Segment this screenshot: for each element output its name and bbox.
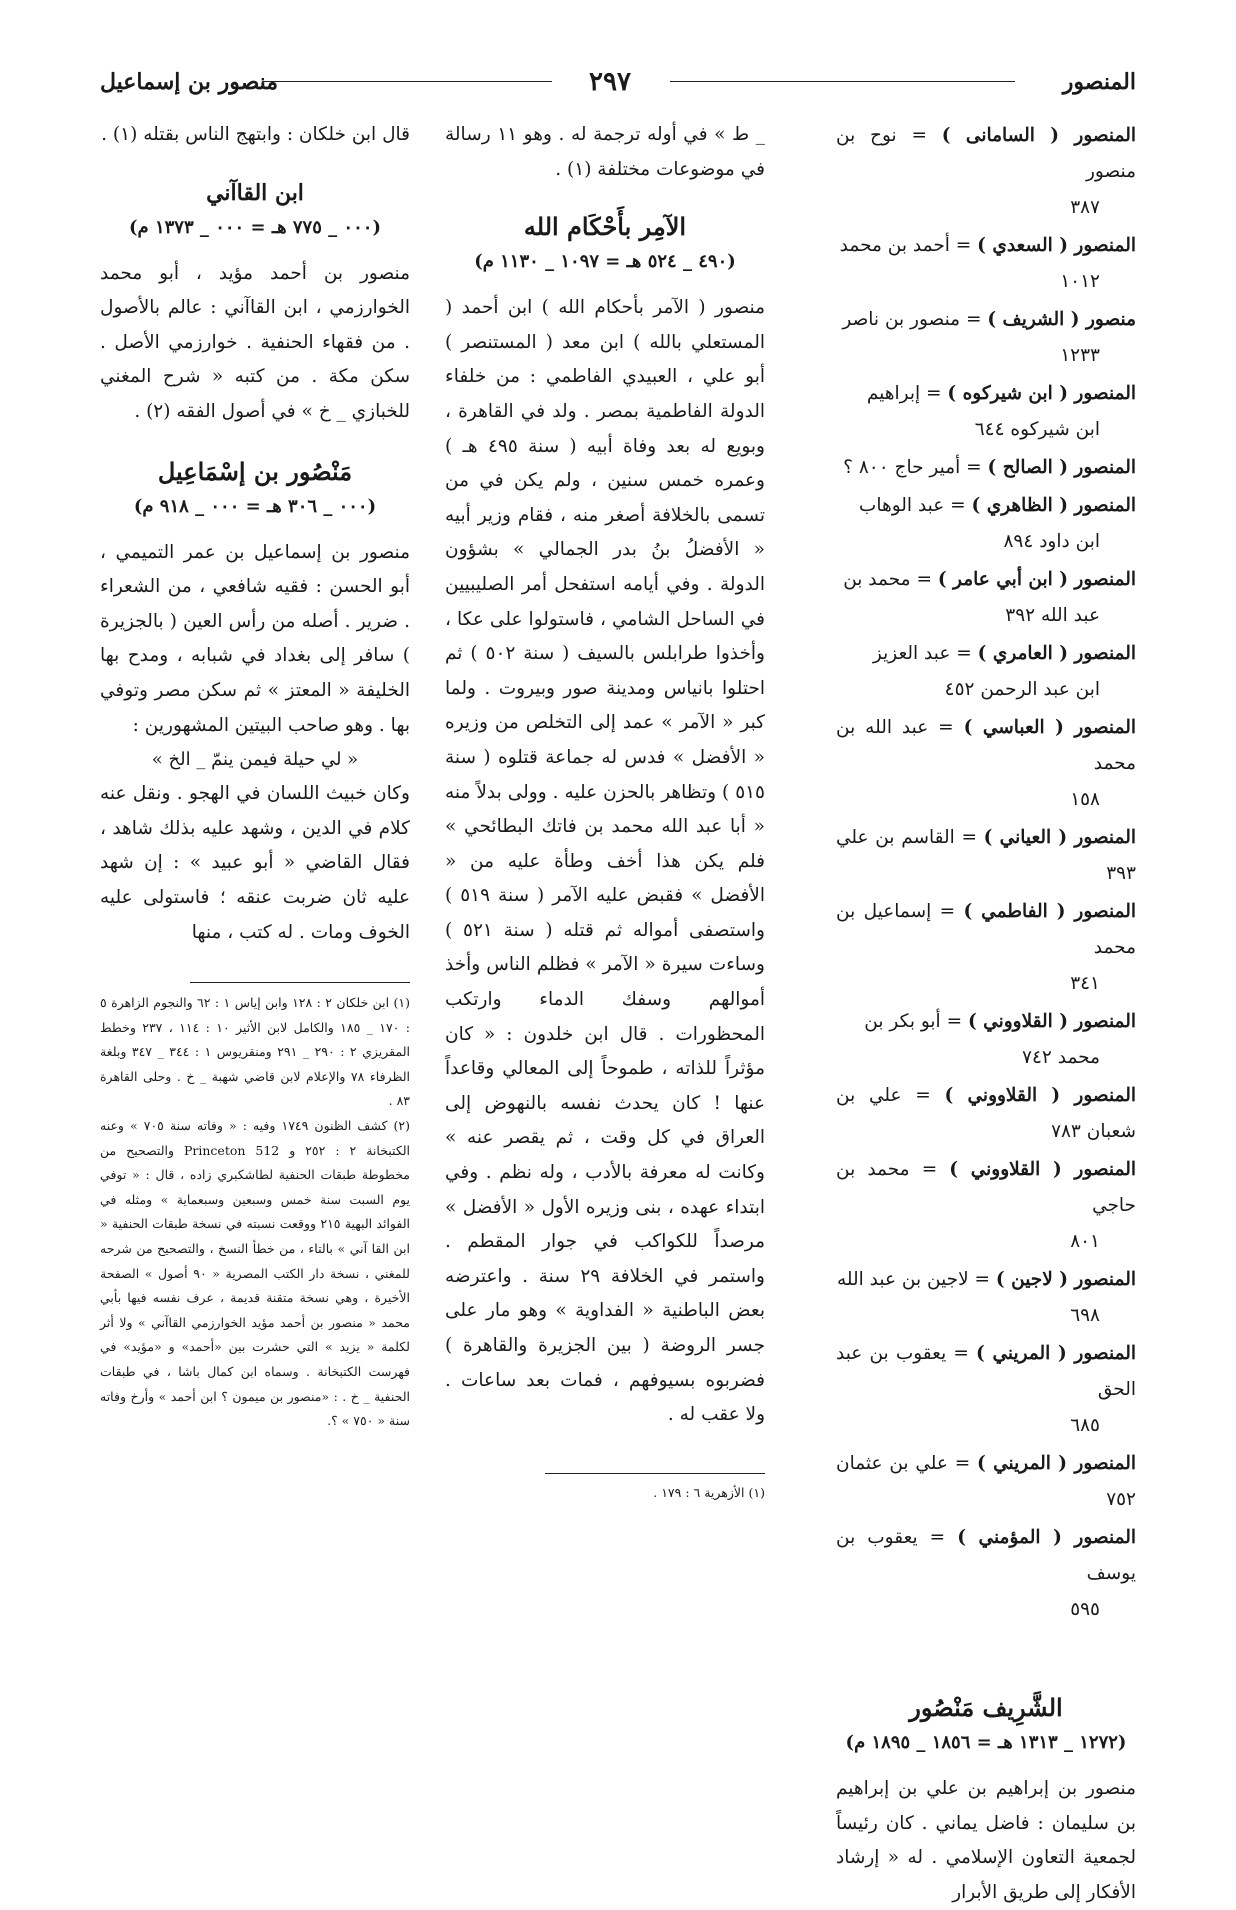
- entry-page-ref: ١٢٣٣: [1060, 345, 1100, 366]
- entry-reference: = عبد الوهاب: [858, 495, 972, 516]
- entry-keyword: المنصور ( العامري ): [977, 643, 1136, 664]
- entry-keyword: المنصور ( الصالح ): [987, 457, 1136, 478]
- continuation-text-left: قال ابن خلكان : وابتهج الناس بقتله (١) .: [101, 124, 410, 145]
- entry-keyword: المنصور ( القلاووني ): [949, 1159, 1136, 1180]
- entry-reference: = أمير حاج ٨٠٠ ؟: [843, 457, 988, 478]
- entry-keyword: المنصور ( المريني ): [977, 1453, 1136, 1474]
- cross-reference-entry: [836, 1520, 1136, 1628]
- cross-reference-entry: [836, 118, 1136, 226]
- entry-page-ref: ابن عبد الرحمن ٤٥٢: [944, 679, 1100, 700]
- footnote-1: (١) ابن خلكان ٢ : ١٢٨ وابن إياس ١ : ٦٢ والنجوم الزاهرة ٥ : ١٧٠ _ ١٨٥ والكامل لابن الأثير ١٠ : ١١٤ ، ٢٣٧ وخطط المقريزي ٢ : ٢٩٠ _ ٢٩١ ومنقريوس ١ : ٣٤٤ _ ٣٤٧ وبلغة الظرفاء ٧٨ والإعلام لابن قاضي شهبة _ خ . وحلى القاهرة ٨٣ .: [100, 995, 411, 1109]
- entry-reference: = يعقوب بن يوسف: [836, 1527, 1136, 1584]
- entry-reference: = لاجين بن عبد الله: [836, 1269, 996, 1290]
- entry-reference: = يعقوب بن عبد الحق: [836, 1343, 1136, 1400]
- footnote-divider-left: [190, 982, 410, 983]
- entry-page-ref: ٨٠١: [1070, 1231, 1100, 1252]
- cross-reference-entry: [836, 1152, 1136, 1260]
- cross-reference-entry: [836, 562, 1136, 634]
- footnote-divider: [545, 1473, 765, 1474]
- cross-reference-entry: [836, 302, 1136, 374]
- entry-body-amir: منصور ( الآمر بأحكام الله ) ابن أحمد ( المستعلي بالله ) ابن معد ( المستنصر ) أبو علي ، العبيدي الفاطمي : من خلفاء الدولة الفاطمية بمصر . ولد في القاهرة ، وبويع له بعد وفاة أبيه ( سنة ٤٩٥ هـ ) وعمره خمس سنين ، ولم يكن في من تسمى بالخلافة أصغر منه ، فقام وزير أبيه « الأفضلُ بنُ بدر الجمالي » بشؤون الدولة . وفي أيامه استفحل أمر الصليبيين في الساحل الشامي ، فاستولوا على عكا ، وأخذوا طرابلس بالسيف ( سنة ٥٠٢ ) ثم احتلوا بانياس ومدينة صور وبيروت . ولما كبر « الآمر » عمد إلى التخلص من وزيره « الأفضل » فدس له جماعة قتلوه ( سنة ٥١٥ ) وتظاهر بالحزن عليه . وولى بدلاً منه « أبا عبد الله محمد بن فاتك البطائحي » فلم يكن هذا أخف وطأة عليه من « الأفضل » فقبض عليه الآمر ( سنة ٥١٩ ) واستصفى أمواله ثم قتله ( سنة ٥٢١ ) وساءت سيرة « الآمر » فظلم الناس وأخذ أموالهم وسفك الدماء وارتكب المحظورات . قال ابن خلدون : « كان مؤثراً للذاته ، طموحاً إلى المعالي وقاعداً عنها ! كان يحدث نفسه بالنهوض إلى العراق في كل وقت ، ثم يقصر عنه » وكانت له معرفة بالأدب ، وله نظم . وفي ابتداء عهده ، بنى وزيره الأول « الأفضل » مرصداً للكواكب في جوار المقطم . واستمر في الخلافة ٢٩ سنة . واعترضه بعض الباطنية « الفداوية » وهو مار على جسر الروضة ( بين الجزيرة والقاهرة ) فضربوه بسيوفهم ، فمات بعد ساعات . ولا عقب له .: [445, 297, 765, 1426]
- entry-keyword: المنصور ( المؤمني ): [957, 1527, 1137, 1548]
- cross-reference-entry: [836, 820, 1136, 892]
- footnote-amir: (١) الأزهرية ٦ : ١٧٩ .: [653, 1484, 765, 1500]
- entry-keyword: المنصور ( ابن أبي عامر ): [937, 569, 1136, 590]
- cross-reference-entry: [836, 376, 1136, 448]
- poem-line: « لي حيلة فيمن ينمّ _ الخ »: [151, 749, 359, 771]
- section-text-sharif-mansur: منصور بن إبراهيم بن علي بن إبراهيم بن سليمان : فاضل يماني . كان رئيساً لجمعية التعاون الإسلامي . له « إرشاد الأفكار إلى طريق الأبرار: [836, 1778, 1136, 1903]
- entry-reference: = علي بن شعبان ٧٨٣: [836, 1085, 1136, 1142]
- entry-page-ref: محمد ٧٤٢: [1022, 1047, 1100, 1068]
- entry-page-ref: ٣٨٧: [1070, 197, 1100, 218]
- entry-keyword: منصور ( الشريف ): [987, 309, 1136, 330]
- cross-reference-entry: [836, 1262, 1136, 1334]
- cross-reference-list: [836, 118, 1136, 1628]
- entry-keyword: المنصور ( القلاووني ): [967, 1011, 1136, 1032]
- entry-keyword: المنصور ( المريني ): [976, 1343, 1136, 1364]
- entry-reference: = أبو بكر بن: [864, 1011, 968, 1032]
- column-middle: [445, 118, 765, 1504]
- cross-reference-entry: [836, 1446, 1136, 1518]
- entry-dates-mansur-ibn-ismail: (٠٠٠ _ ٣٠٦ هـ = ٠٠٠ _ ٩١٨ م): [133, 495, 377, 517]
- entry-dates-amir: (٤٩٠ _ ٥٢٤ هـ = ١٠٩٧ _ ١١٣٠ م): [474, 251, 736, 273]
- entry-keyword: المنصور ( العياني ): [983, 827, 1136, 848]
- cross-reference-entry: [836, 636, 1136, 708]
- entry-body-mansur-ibn-ismail: منصور بن إسماعيل بن عمر التميمي ، أبو الحسن : فقيه شافعي ، من الشعراء . ضرير . أصله من رأس العين ( بالجزيرة ) سافر إلى بغداد في شبابه ، ومدح بها الخليفة « المعتز » ثم سكن مصر وتوفي بها . وهو صاحب البيتين المشهورين :: [100, 541, 410, 736]
- entry-reference: = محمد بن حاجي: [836, 1159, 1136, 1216]
- entry-reference: = علي بن عثمان ٧٥٢: [836, 1453, 1136, 1510]
- entry-page-ref: ابن شيركوه ٦٤٤: [974, 419, 1100, 440]
- entry-reference: = نوح بن منصور: [836, 125, 1136, 182]
- entry-keyword: المنصور ( السامانى ): [941, 125, 1136, 146]
- entry-keyword: المنصور ( لاجين ): [995, 1269, 1136, 1290]
- running-head-left: منصور بن إسماعيل: [100, 69, 279, 95]
- entry-page-ref: ١٥٨: [1070, 789, 1100, 810]
- cross-reference-entry: [836, 488, 1136, 560]
- cross-reference-entry: [836, 228, 1136, 300]
- cross-reference-entry: [836, 450, 1136, 486]
- entry-reference: = إبراهيم: [866, 383, 948, 404]
- entry-keyword: المنصور ( العباسي ): [963, 717, 1136, 738]
- page-number: ٢٩٧: [589, 67, 631, 97]
- entry-page-ref: ابن داود ٨٩٤: [1003, 531, 1100, 552]
- running-head-right: المنصور: [1062, 69, 1136, 95]
- entry-page-ref: ٦٩٨: [1070, 1305, 1100, 1326]
- continuation-text: _ ط » في أوله ترجمة له . وهو ١١ رسالة في موضوعات مختلفة (١) .: [445, 124, 765, 180]
- entry-reference: = محمد بن: [843, 569, 938, 590]
- header-rule-left: [262, 81, 552, 82]
- column-left: [100, 118, 410, 1434]
- entry-page-ref: ٣٤١: [1070, 973, 1100, 994]
- entry-reference: = القاسم بن علي ٣٩٣: [836, 827, 1136, 884]
- entry-dates-ibn-qaani: (٠٠٠ _ ٧٧٥ هـ = ٠٠٠ _ ١٣٧٣ م): [129, 216, 381, 238]
- entry-page-ref: ١٠١٢: [1060, 271, 1100, 292]
- cross-reference-entry: [836, 894, 1136, 1002]
- cross-reference-entry: [836, 710, 1136, 818]
- cross-reference-entry: [836, 1078, 1136, 1150]
- entry-keyword: المنصور ( ابن شيركوه ): [947, 383, 1136, 404]
- entry-keyword: المنصور ( الظاهري ): [971, 495, 1136, 516]
- section-title-sharif-mansur: الشَّرِيف مَنْصُور: [909, 1693, 1063, 1722]
- entry-body-ibn-qaani: منصور بن أحمد مؤيد ، أبو محمد الخوارزمي ، ابن القاآني : عالم بالأصول . من فقهاء الحنفية . خوارزمي الأصل . سكن مكة . من كتبه « شرح المغني للخبازي _ خ » في أصول الفقه (٢) .: [100, 262, 410, 422]
- entry-reference: = عبد الله بن محمد: [836, 717, 1136, 774]
- cross-reference-entry: [836, 1004, 1136, 1076]
- entry-body-mansur-ibn-ismail-cont: وكان خبيث اللسان في الهجو . ونقل عنه كلام في الدين ، وشهد عليه بذلك شاهد ، فقال القاضي « أبو عبيد » : إن شهد عليه ثان ضربت عنقه ؛ فاستولى عليه الخوف ومات . له كتب ، منها: [100, 783, 410, 943]
- entry-reference: = أحمد بن محمد: [839, 235, 978, 256]
- entry-keyword: المنصور ( السعدي ): [977, 235, 1136, 256]
- entry-title-ibn-qaani: ابن القاآني: [206, 179, 304, 206]
- header-rule-right: [670, 81, 1015, 82]
- entry-page-ref: عبد الله ٣٩٢: [1005, 605, 1100, 626]
- section-dates-sharif-mansur: (١٢٧٢ _ ١٣١٣ هـ = ١٨٥٦ _ ١٨٩٥ م): [845, 1732, 1127, 1753]
- entry-reference: = إسماعيل بن محمد: [836, 901, 1136, 958]
- entry-keyword: المنصور ( الفاطمي ): [963, 901, 1137, 922]
- entry-reference: = عبد العزيز: [872, 643, 978, 664]
- footnote-2: (٢) كشف الظنون ١٧٤٩ وفيه : « وفاته سنة ٧٠٥ » وعنه الكتبخانة ٢ : ٢٥٢ و Princeton 512 والتصحيح من مخطوطة طبقات الحنفية لطاشكبري زاده ، قال : « توفي يوم السبت سنة خمس وسبعين وسبعماية » ومثله في الفوائد البهية ٢١٥ ووقعت نسبته في نسخة طبقات الحنفية « ابن القا آني » بالتاء ، من خطأ النسخ ، والتصحيح من شرحه للمغني ، نسخة دار الكتب المصرية « ٩٠ أصول » الصفحة الأخيرة ، وهي نسخة متقنة قديمة ، عرف نفسه فيها بأبي محمد « منصور بن أحمد مؤيد الخوارزمي القاآني » ولا أثر لكلمة « يزيد » التي حشرت بين «أحمد» و «مؤيد» في فهرست الكتبخانة . وسماه ابن كمال باشا ، في طبقات الحنفية _ خ . : «منصور بن ميمون ؟ ابن أحمد » وأرخ وفاته سنة « ٧٥٠ » ؟.: [100, 1118, 411, 1429]
- entry-reference: = منصور بن ناصر: [842, 309, 988, 330]
- entry-title-amir: الآمِر بأَحْكَام الله: [523, 212, 687, 242]
- entry-title-mansur-ibn-ismail: مَنْصُور بن إسْمَاعِيل: [157, 456, 353, 486]
- entry-page-ref: ٥٩٥: [1070, 1599, 1100, 1620]
- entry-keyword: المنصور ( القلاووني ): [944, 1085, 1136, 1106]
- cross-reference-entry: [836, 1336, 1136, 1444]
- column-right: [836, 118, 1136, 1910]
- entry-page-ref: ٦٨٥: [1070, 1415, 1100, 1436]
